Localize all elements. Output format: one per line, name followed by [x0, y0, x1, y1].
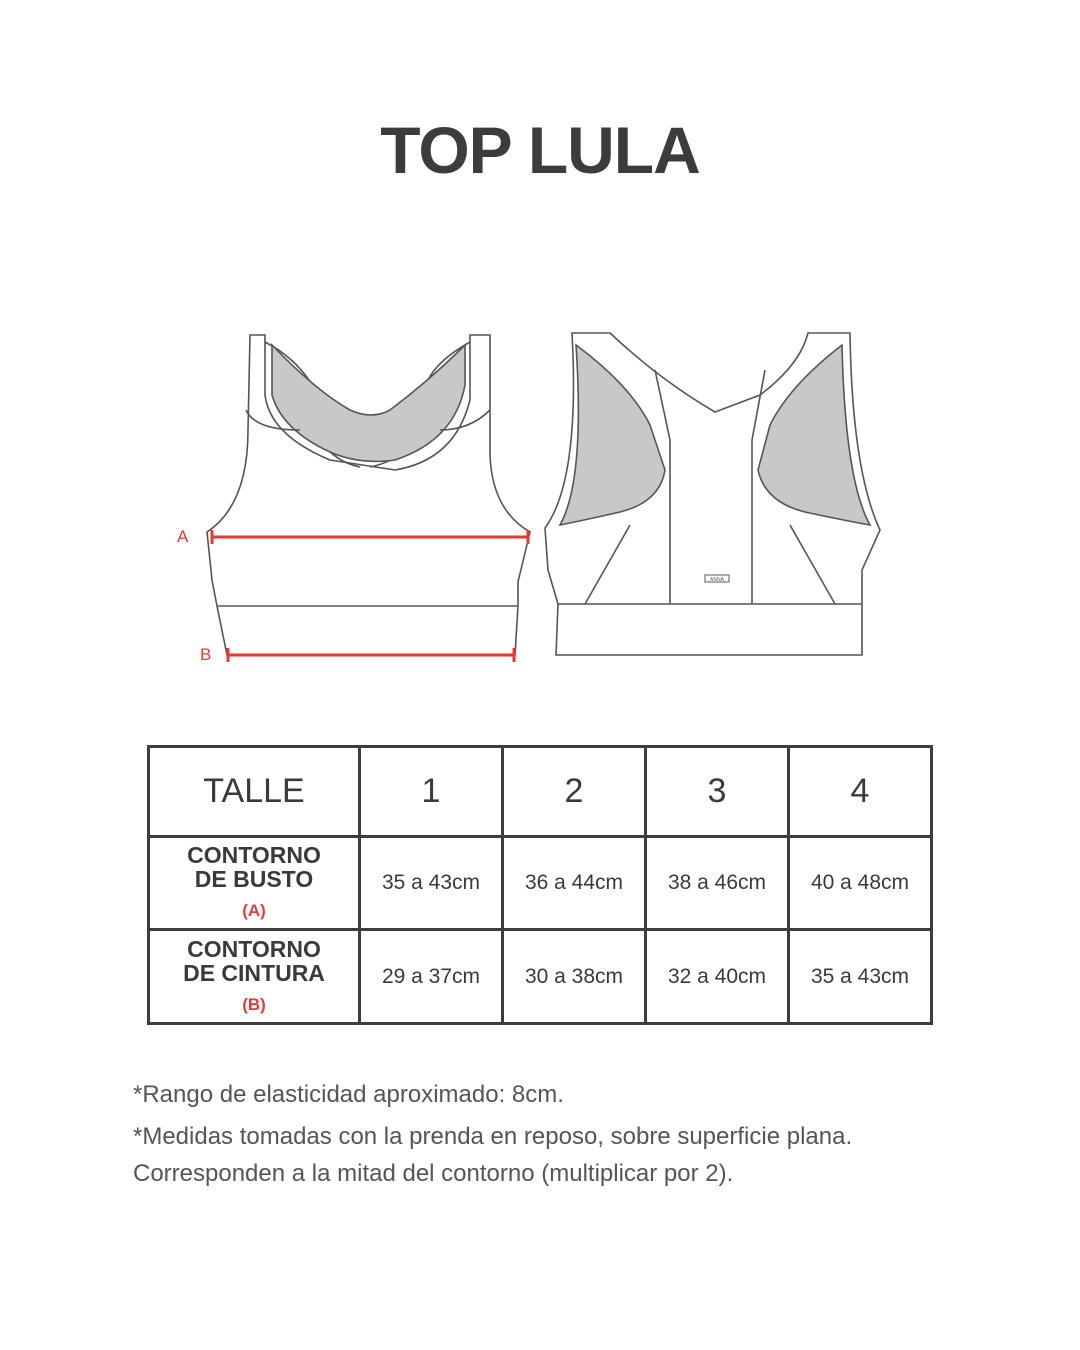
- row-label-line2: DE BUSTO: [194, 865, 314, 892]
- row-label-busto: [149, 836, 360, 930]
- note-elasticity: *Rango de elasticidad aproximado: 8cm.: [133, 1081, 564, 1108]
- row-label-cintura: [149, 930, 360, 1024]
- table-header-row: [149, 747, 932, 837]
- brand-tag: ANNA: [710, 577, 724, 583]
- header-size-1: 1: [360, 747, 503, 837]
- table-cell: 32 a 40cm: [646, 930, 789, 1024]
- back-view: [545, 333, 880, 655]
- size-table: [147, 745, 933, 1025]
- table-cell: 36 a 44cm: [503, 836, 646, 930]
- header-size-2: 2: [503, 747, 646, 837]
- garment-illustration: [0, 300, 1080, 700]
- header-talle: TALLE: [149, 747, 360, 837]
- table-cell: 29 a 37cm: [360, 930, 503, 1024]
- table-cell: 35 a 43cm: [789, 930, 932, 1024]
- header-size-3: 3: [646, 747, 789, 837]
- table-cell: 40 a 48cm: [789, 836, 932, 930]
- header-size-4: 4: [789, 747, 932, 837]
- table-cell: 38 a 46cm: [646, 836, 789, 930]
- page-title: TOP LULA: [380, 113, 700, 187]
- table-row-cintura: [149, 930, 932, 1024]
- table-cell: 35 a 43cm: [360, 836, 503, 930]
- front-mesh-panel: [272, 345, 465, 461]
- note-measurement: *Medidas tomadas con la prenda en reposo, sobre superficie plana.: [133, 1123, 853, 1150]
- table-row-busto: [149, 836, 932, 930]
- front-view: [207, 335, 530, 655]
- row-label-line1: CONTORNO: [187, 935, 321, 962]
- note-half-contour: Corresponden a la mitad del contorno (multiplicar por 2).: [133, 1160, 734, 1187]
- row-marker: (A): [242, 900, 266, 920]
- label-a: A: [177, 527, 189, 546]
- row-marker: (B): [242, 994, 266, 1014]
- row-label-line2: DE CINTURA: [183, 959, 325, 986]
- label-b: B: [200, 645, 212, 664]
- table-cell: 30 a 38cm: [503, 930, 646, 1024]
- notes: [133, 1076, 1013, 1192]
- row-label-line1: CONTORNO: [187, 841, 321, 868]
